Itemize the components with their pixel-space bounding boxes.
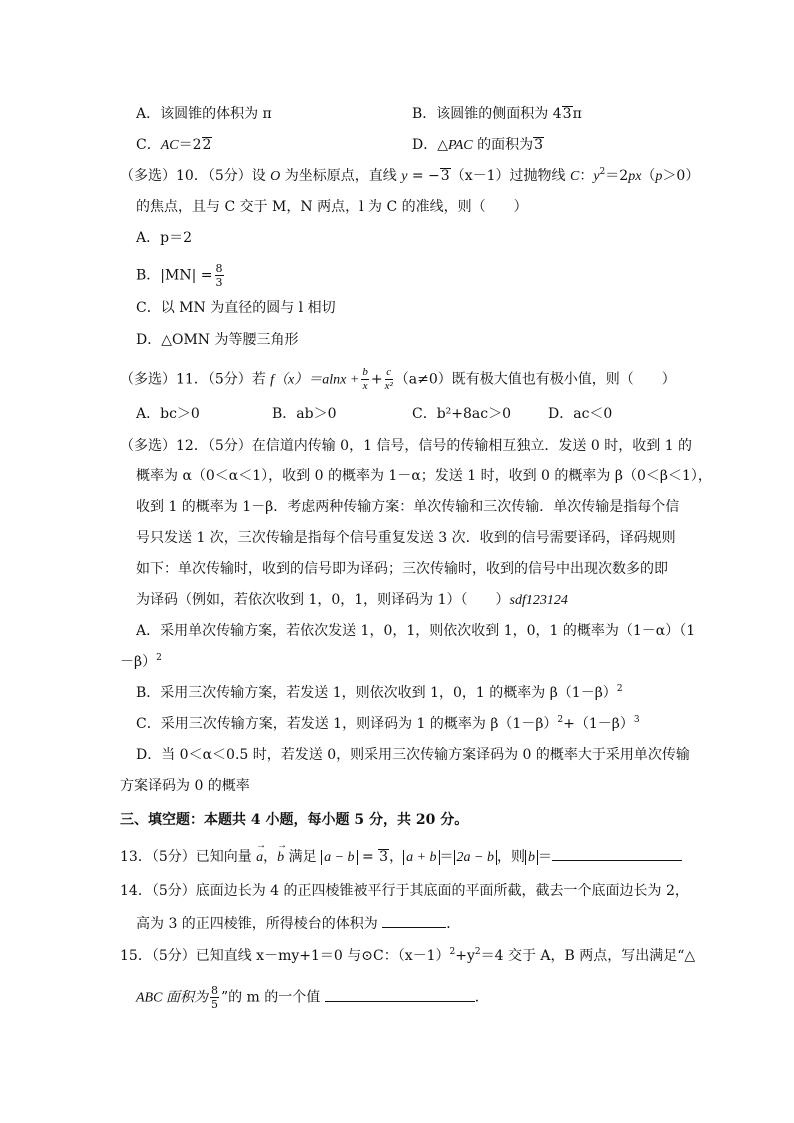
q12-stem-line4: 号只发送 1 次，三次传输是指每个信号重复发送 3 次．收到的信号需要译码，译码规则 xyxy=(136,530,676,546)
q15-stem-line1: 15．（5分）已知直线 x－my+1＝0 与⊙C：$(x-1)^2+y^2=4$ 交于 A，B 两点，写出满足“△ xyxy=(120,947,696,964)
q10-option-a: A．p＝2 xyxy=(136,230,192,246)
q14-stem-line1: 14．（5分）底面边长为 4 的正四棱锥被平行于其底面的平面所截，截去一个底面边长为 2， xyxy=(120,883,689,899)
q9-option-c: C．AC＝22 xyxy=(136,137,212,153)
q12-option-a-line2: －β）$^2$ xyxy=(120,653,162,670)
q14-stem-line2: 高为 3 的正四棱锥，所得棱台的体积为 ． xyxy=(136,913,460,934)
answer-blank[interactable] xyxy=(552,846,682,861)
fraction-c-over-x2: $\frac{c}{\text{x²}}$ xyxy=(384,366,393,392)
q13-stem: 13．（5分）已知向量 → a，→ b 满足 a − b = 3， a + b ＝ 2a − b ，则 b ＝ xyxy=(120,846,682,868)
q12-option-a-line1: A．采用单次传输方案，若依次发送 1，0，1，则依次收到 1，0，1 的概率为（1－α）（1 xyxy=(136,623,696,639)
q11-option-c: C．b²+8ac＞0 xyxy=(412,406,512,422)
q9-option-a: A．该圆锥的体积为 π xyxy=(136,106,272,122)
answer-blank[interactable] xyxy=(325,987,475,1002)
answer-blank[interactable] xyxy=(382,913,446,928)
q9-option-d: D．△PAC 的面积为3 xyxy=(412,137,544,153)
q12-option-d-line1: D．当 0＜α＜0.5 时，若发送 0，则采用三次传输方案译码为 0 的概率大于采用单次传输 xyxy=(136,747,690,763)
q12-stem-line5: 如下：单次传输时，收到的信号即为译码；三次传输时，收到的信号中出现次数多的即 xyxy=(136,561,668,577)
fraction: $\frac{8}{3}$ xyxy=(215,262,223,289)
q11-stem: （多选）11．（5分）若 f（x）＝alnx + $\frac{b}{x}$ + $\frac{c}{\text{x²}}$ （a≠0）既有极大值也有极小值，则（ ） xyxy=(120,366,676,392)
q12-stem-line3: 收到 1 的概率为 1－β．考虑两种传输方案：单次传输和三次传输．单次传输是指每个信 xyxy=(136,499,680,515)
q12-option-d-line2: 方案译码为 0 的概率 xyxy=(120,778,250,794)
q12-stem-line6: 为译码（例如，若依次收到 1，0，1，则译码为 1）（ ）sdf123124 xyxy=(136,592,568,608)
q11-option-a: A．bc＞0 xyxy=(136,406,200,422)
q9-option-b: B．该圆锥的侧面积为 43π xyxy=(412,106,582,122)
section-heading: 三、填空题：本题共 4 小题，每小题 5 分，共 20 分。 xyxy=(120,812,469,828)
fraction: $\frac{8}{5}$ xyxy=(210,984,218,1011)
q10-option-b: B．|MN| = $\frac{8}{3}$ xyxy=(136,262,223,289)
q10-stem-line2: 的焦点，且与 C 交于 M，N 两点，l 为 C 的准线，则（ ） xyxy=(136,199,528,215)
q12-stem-line2: 概率为 α（0＜α＜1），收到 0 的概率为 1－α；发送 1 时，收到 0 的概率为 β（0＜β＜1）， xyxy=(136,468,712,484)
q12-option-c: C．采用三次传输方案，若发送 1，则译码为 1 的概率为 $\beta(1-\beta)^2+(1-\beta)^3$ xyxy=(136,715,640,732)
q10-option-c: C．以 MN 为直径的圆与 l 相切 xyxy=(136,300,336,316)
q11-option-b: B．ab＞0 xyxy=(272,406,337,422)
fraction-b-over-x: $\frac{b}{x}$ xyxy=(362,366,368,392)
q15-stem-line2: ABC 面积为 $\frac{8}{5}$ ”的 m 的一个值 ． xyxy=(136,984,489,1011)
q12-stem-line1: （多选）12．（5分）在信道内传输 0，1 信号，信号的传输相互独立．发送 0 时，收到 1 的 xyxy=(120,438,693,454)
q10-stem-line1: （多选）10．（5分）设 O 为坐标原点，直线 y = −3（x－1）过抛物线 C：$y^2=2px(p>0)$ xyxy=(120,167,700,184)
q10-option-d: D．△OMN 为等腰三角形 xyxy=(136,332,299,348)
q12-option-b: B．采用三次传输方案，若发送 1，则依次收到 1，0，1 的概率为 $\beta(1-\beta)^2$ xyxy=(136,684,623,701)
q11-option-d: D．ac＜0 xyxy=(548,406,613,422)
